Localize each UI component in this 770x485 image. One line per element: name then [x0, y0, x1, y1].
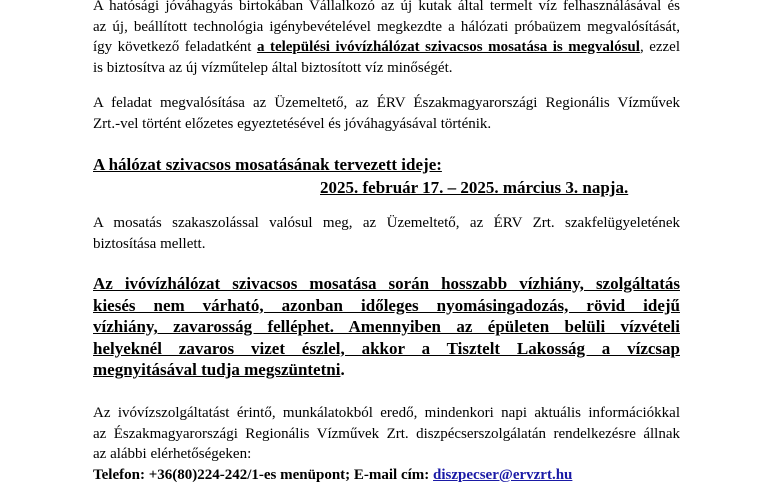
text-line: Az ivóvízszolgáltatást érintő, munkálatokból eredő, mindenkori napi aktuális információkkal [93, 403, 680, 424]
schedule-dates: 2025. február 17. – 2025. március 3. napja. [93, 176, 680, 199]
contact-phone-text: Telefon: +36(80)224-242/1-es menüpont; E-mail cím: [93, 467, 433, 483]
text-line: Az ivóvízhálózat szivacsos mosatása során hosszabb vízhiány, szolgáltatás [93, 273, 680, 295]
email-link[interactable]: diszpecser@ervzrt.hu [433, 467, 572, 483]
text-line: az új, beállított technológia igénybevételével megkezdte a hálózati próbaüzem megvalósítását, [93, 17, 680, 38]
method-paragraph [93, 213, 680, 254]
text-line: Zrt.-vel történt előzetes egyeztetésével és jóváhagyásával történik. [93, 114, 680, 135]
text-line: A feladat megvalósítása az Üzemeltető, az ÉRV Északmagyarországi Regionális Vízművek [93, 93, 680, 114]
warning-paragraph [93, 273, 680, 381]
schedule-title: A hálózat szivacsos mosatásának tervezett ideje: [93, 153, 680, 176]
text-line: A hatósági jóváhagyás birtokában Vállalkozó az új kutak által termelt víz felhasználásával és [93, 0, 680, 17]
contact-paragraph [93, 403, 680, 485]
text-fragment: , ezzel [640, 39, 680, 55]
text-line: vízhiány, zavarosság felléphet. Amennyiben az épületen belüli vízvételi [93, 316, 680, 338]
intro-paragraph [93, 0, 680, 78]
contact-line [93, 465, 680, 485]
text-fragment: . [340, 359, 344, 381]
text-line: az alábbi elérhetőségeken: [93, 444, 680, 465]
emphasized-text: a települési ivóvízhálózat szivacsos mosatása is megvalósul [257, 39, 640, 55]
text-fragment: megnyitásával tudja megszüntetni [93, 360, 340, 379]
text-line [93, 359, 680, 381]
text-line [93, 37, 680, 58]
text-line: biztosítása mellett. [93, 234, 680, 255]
text-line: kiesés nem várható, azonban időleges nyomásingadozás, rövid idejű [93, 295, 680, 317]
text-line: A mosatás szakaszolással valósul meg, az Üzemeltető, az ÉRV Zrt. szakfelügyeletének [93, 213, 680, 234]
text-line: helyeknél zavaros vizet észlel, akkor a Tisztelt Lakosság a vízcsap [93, 338, 680, 360]
text-line: is biztosítva az új vízműtelep által biztosított víz minőségét. [93, 58, 680, 79]
schedule-heading [93, 153, 680, 199]
approval-paragraph [93, 93, 680, 134]
text-fragment: így következő feladatként [93, 39, 257, 55]
text-line: az Északmagyarországi Regionális Vízművek Zrt. diszpécserszolgálatán rendelkezésre állnak [93, 424, 680, 445]
